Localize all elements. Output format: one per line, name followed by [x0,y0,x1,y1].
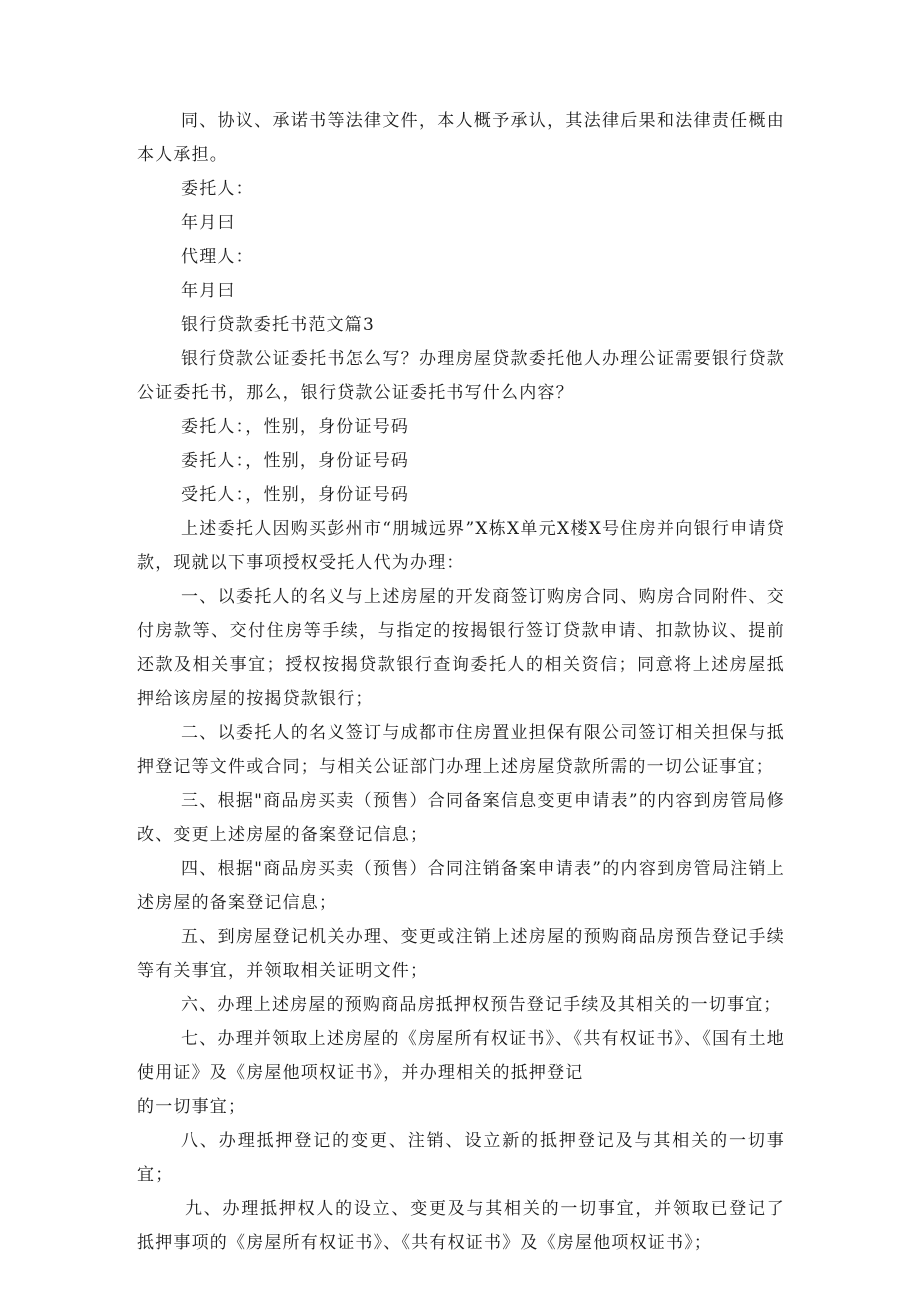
item-3: 三、根据"商品房买卖（预售）合同备案信息变更申请表”的内容到房管局修改、变更上述房屋的备案登记信息； [137,791,785,845]
section-title: 银行贷款委托书范文篇3 [181,315,376,335]
label-principal: 委托人： [181,179,254,199]
label-date: 年月曰 [181,213,236,233]
item-5: 五、到房屋登记机关办理、变更或注销上述房屋的预购商品房预告登记手续等有关事宜，并领取相关证明文件； [137,927,785,981]
item-7: 七、办理并领取上述房屋的《房屋所有权证书》、《共有权证书》、《国有土地使用证》及《房屋他项权证书》，并办理相关的抵押登记 [137,1029,785,1083]
item-8: 八、办理抵押登记的变更、注销、设立新的抵押登记及与其相关的一切事宜； [137,1131,785,1185]
item-4: 四、根据"商品房买卖（预售）合同注销备案申请表”的内容到房管局注销上述房屋的备案登记信息； [137,859,785,913]
paragraph-authorization: 上述委托人因购买彭州市“朋城远界”X栋X单元X楼X号住房并向银行申请贷款，现就以下事项授权受托人代为办理： [137,519,785,573]
label-trustee-info: 受托人：，性别，身份证号码 [181,485,410,505]
paragraph-intro: 银行贷款公证委托书怎么写？办理房屋贷款委托他人办理公证需要银行贷款公证委托书，那么，银行贷款公证委托书写什么内容？ [137,349,785,403]
item-6: 六、办理上述房屋的预购商品房抵押权预告登记手续及其相关的一切事宜； [181,995,782,1015]
item-7-continuation: 的一切事宜； [137,1097,247,1117]
label-date: 年月曰 [181,281,236,301]
label-agent: 代理人： [181,247,254,267]
item-9: 九、办理抵押权人的设立、变更及与其相关的一切事宜，并领取已登记了抵押事项的《房屋所有权证书》、《共有权证书》及《房屋他项权证书》； [137,1199,785,1253]
label-principal-info: 委托人：，性别，身份证号码 [181,451,410,471]
item-1: 一、以委托人的名义与上述房屋的开发商签订购房合同、购房合同附件、交付房款等、交付住房等手续，与指定的按揭银行签订贷款申请、扣款协议、提前还款及相关事宜；授权按揭贷款银行查询委托人的相关资信；同意将上述房屋抵押给该房屋的按揭贷款银行； [137,587,785,709]
item-2: 二、以委托人的名义签订与成都市住房置业担保有限公司签订相关担保与抵押登记等文件或合同；与相关公证部门办理上述房屋贷款所需的一切公证事宜； [137,723,785,777]
paragraph-legal-responsibility: 同、协议、承诺书等法律文件，本人概予承认，其法律后果和法律责任概由本人承担。 [137,111,785,165]
document-page [137,104,785,1260]
label-principal-info: 委托人：，性别，身份证号码 [181,417,410,437]
